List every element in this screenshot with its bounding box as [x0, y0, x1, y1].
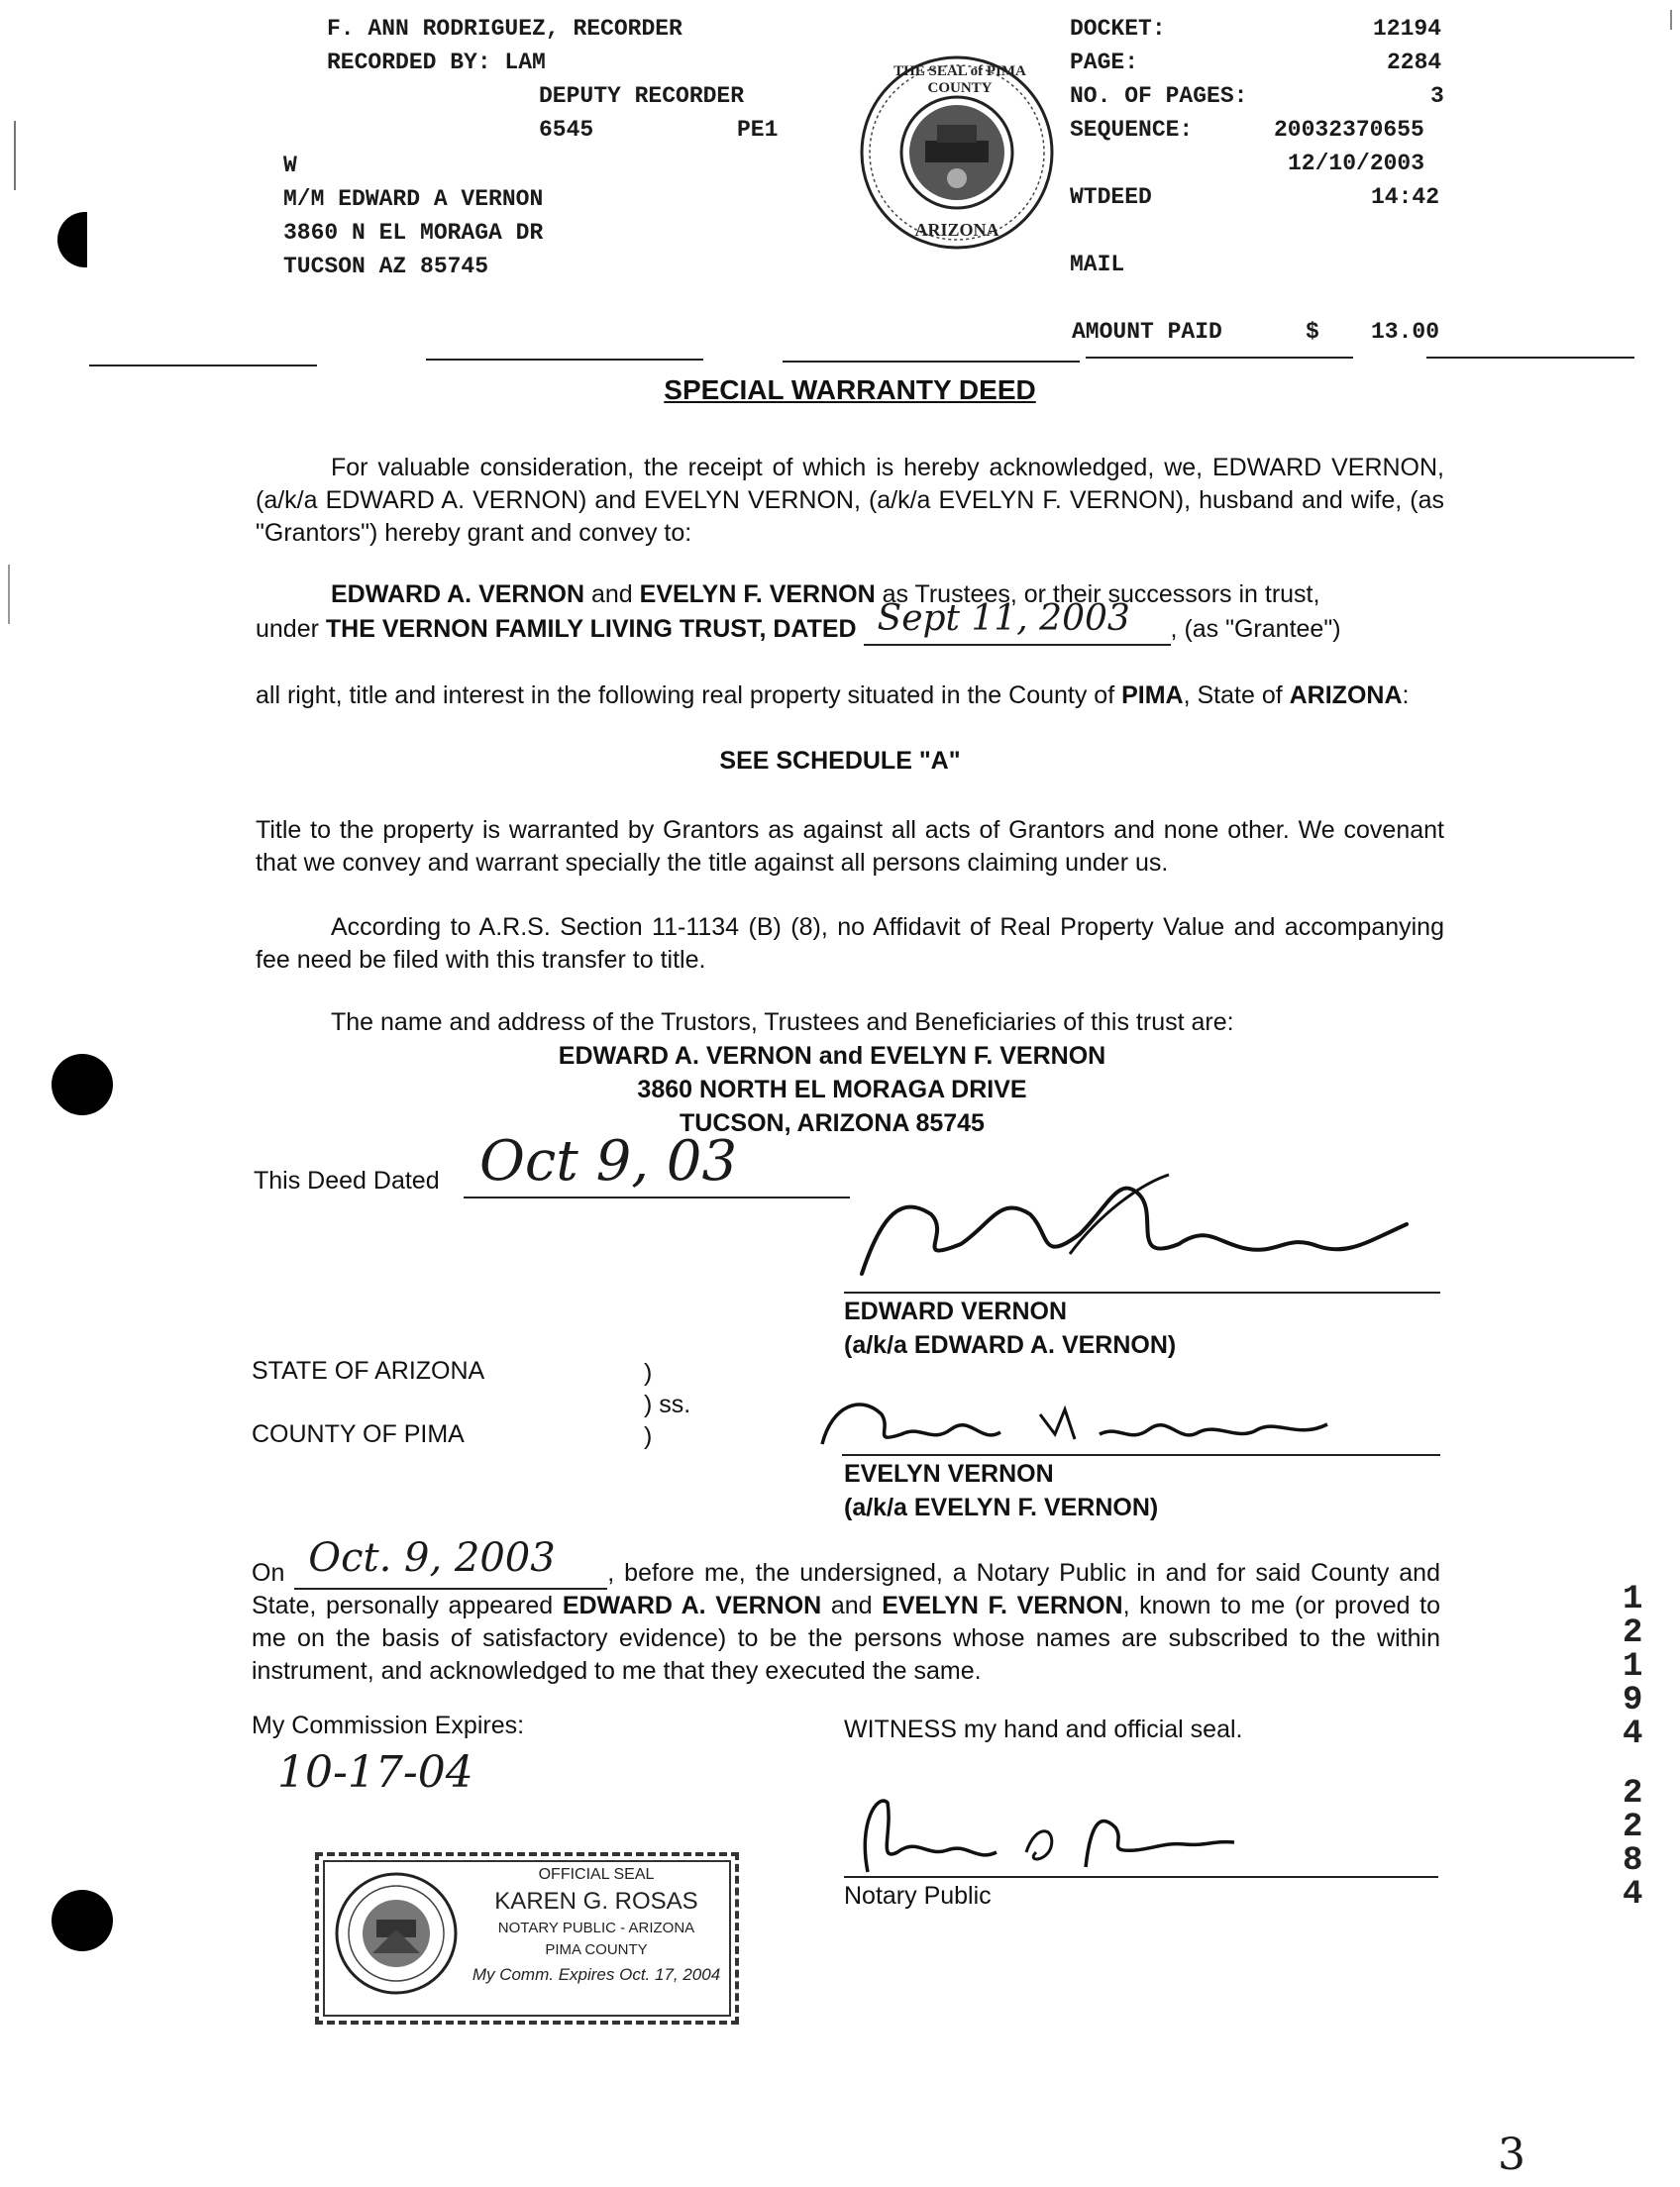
under-label: under: [256, 615, 326, 643]
amount-value: 13.00: [1371, 319, 1440, 345]
pages-value: 3: [1430, 83, 1444, 109]
margin-digit: 4: [1623, 1876, 1643, 1914]
recorder-name: F. ANN RODRIGUEZ, RECORDER: [327, 16, 682, 42]
deed-dated-label: This Deed Dated: [254, 1167, 440, 1195]
margin-digit: 2: [1623, 1775, 1643, 1813]
property-text: all right, title and interest in the following real property situated in the County of: [256, 681, 1122, 709]
notary-line: [844, 1876, 1438, 1878]
grantor-1-aka: (a/k/a EDWARD A. VERNON): [844, 1331, 1177, 1359]
warranty-paragraph: Title to the property is warranted by Grantors as against all acts of Grantors and none other. We covenant that we convey and warrant specially the title against all persons claiming under us.: [256, 816, 1444, 877]
ack-name-a: EDWARD A. VERNON: [562, 1592, 822, 1619]
deed-type: WTDEED: [1070, 184, 1152, 210]
punch-hole: [52, 1054, 113, 1115]
grantor-2-name: EVELYN VERNON: [844, 1460, 1054, 1488]
ack-date-field: [294, 1535, 607, 1590]
trustees-names: EDWARD A. VERNON and EVELYN F. VERNON: [558, 1042, 1106, 1070]
deed-title: SPECIAL WARRANTY DEED: [664, 374, 1036, 405]
state-name: ARIZONA: [1289, 681, 1403, 709]
ack-text-2: , known to me (or proved to me on the basis of satisfactory evidence) to be the persons whose names are subscribed to the within instrument, and acknowledged to me that they executed the same.: [252, 1592, 1441, 1685]
recorded-by: RECORDED BY: LAM: [327, 50, 546, 75]
margin-digit: 8: [1623, 1842, 1643, 1880]
schedule-a: SEE SCHEDULE "A": [719, 747, 961, 775]
state-seal-icon: [333, 1870, 460, 1997]
seal-line-1: OFFICIAL SEAL: [538, 1866, 655, 1883]
recorder-code-2: PE1: [737, 117, 779, 143]
grant-paragraph: For valuable consideration, the receipt of which is hereby acknowledged, we, EDWARD VERNON, (a/k/a EDWARD A. VERNON) and EVELYN VERNON, (a/k/a EVELYN F. VERNON), husband and wife, (as "Grantors") hereby grant and convey to:: [256, 454, 1444, 547]
witness-statement: WITNESS my hand and official seal.: [844, 1716, 1243, 1743]
affidavit-paragraph: According to A.R.S. Section 11-1134 (B) (8), no Affidavit of Real Property Value and accompanying fee need be filed with this transfer to title.: [256, 913, 1444, 974]
grantor-2-aka: (a/k/a EVELYN F. VERNON): [844, 1494, 1159, 1521]
trust-date-field: [864, 598, 1171, 646]
colon: :: [1402, 681, 1410, 709]
margin-digit: 1: [1623, 1581, 1643, 1618]
docket-value: 12194: [1373, 16, 1442, 42]
margin-digit: 2: [1623, 1809, 1643, 1846]
grantor-signature-2: [802, 1385, 1357, 1464]
grantor-1-line: [844, 1292, 1440, 1294]
trust-address-2: TUCSON, ARIZONA 85745: [680, 1109, 985, 1137]
notary-official-seal: [315, 1852, 739, 2025]
margin-digit: 4: [1623, 1716, 1643, 1753]
county-name: PIMA: [1121, 681, 1184, 709]
ack-text-1: , before me, the undersigned, a Notary Public in and for said County and State, personally appeared: [252, 1559, 1440, 1619]
venue-ss: ) ss.: [644, 1391, 691, 1418]
page-number: 3: [1498, 2130, 1525, 2180]
record-time: 14:42: [1371, 184, 1440, 210]
venue-state: STATE OF ARIZONA: [252, 1357, 485, 1385]
left-edge-mark-2: [8, 565, 10, 624]
notary-signature: [838, 1783, 1254, 1882]
grantor-2-line: [842, 1454, 1440, 1456]
margin-digit: 2: [1623, 1614, 1643, 1652]
grantee-name-b: EVELYN F. VERNON: [639, 580, 876, 608]
deed-dated-handwritten: Oct 9, 03: [479, 1129, 738, 1194]
deed-dated-line: [464, 1197, 850, 1198]
trust-name: THE VERNON FAMILY LIVING TRUST, DATED: [325, 615, 857, 643]
pages-label: NO. OF PAGES:: [1070, 83, 1248, 109]
venue-paren-3: ): [644, 1422, 653, 1450]
mail-label: MAIL: [1070, 252, 1125, 277]
seal-line-4: PIMA COUNTY: [545, 1941, 648, 1958]
record-date: 12/10/2003: [1288, 151, 1425, 176]
sequence-value: 20032370655: [1274, 117, 1424, 143]
seal-line-2: KAREN G. ROSAS: [494, 1888, 698, 1915]
grantee-paragraph: [256, 578, 1444, 646]
header-rule: [426, 359, 703, 361]
venue-paren-1: ): [644, 1359, 653, 1387]
margin-digit: 9: [1623, 1682, 1643, 1719]
grantor-1-name: EDWARD VERNON: [844, 1298, 1068, 1325]
page-value: 2284: [1387, 50, 1442, 75]
commission-handwritten: 10-17-04: [277, 1747, 473, 1798]
seal-line-3: NOTARY PUBLIC - ARIZONA: [497, 1920, 695, 1936]
amount-currency: $: [1306, 319, 1319, 345]
header-rule: [89, 364, 317, 366]
state-of: , State of: [1183, 681, 1290, 709]
seal-line-5: My Comm. Expires Oct. 17, 2004: [472, 1965, 721, 1984]
right-edge-mark: [1670, 10, 1672, 30]
left-tab-mark: [57, 212, 87, 267]
trustors-intro: The name and address of the Trustors, Trustees and Beneficiaries of this trust are:: [331, 1008, 1234, 1036]
venue-county: COUNTY OF PIMA: [252, 1420, 465, 1448]
ack-name-b: EVELYN F. VERNON: [882, 1592, 1123, 1619]
mail-city: TUCSON AZ 85745: [283, 254, 489, 279]
property-paragraph: [256, 679, 1444, 712]
grantor-signature-1: [842, 1155, 1436, 1294]
deputy-recorder: DEPUTY RECORDER: [539, 83, 745, 109]
county-seal-top-text: THE SEAL of PIMA COUNTY: [893, 63, 1026, 96]
punch-hole: [52, 1890, 113, 1951]
grantee-designation: , (as "Grantee"): [1170, 615, 1341, 643]
recorder-code-1: 6545: [539, 117, 594, 143]
acknowledgment-paragraph: [252, 1535, 1441, 1688]
trust-date-handwritten: Sept 11, 2003: [877, 598, 1130, 639]
docket-label: DOCKET:: [1070, 16, 1166, 42]
grantee-and: and: [584, 580, 640, 608]
county-seal-bottom-text: ARIZONA: [914, 220, 999, 240]
notary-public-label: Notary Public: [844, 1882, 992, 1910]
margin-digit: 1: [1623, 1648, 1643, 1686]
header-rule: [1086, 357, 1353, 359]
grantee-trustees: as Trustees, or their successors in trust,: [875, 580, 1320, 608]
mail-addressee: M/M EDWARD A VERNON: [283, 186, 544, 212]
trust-address-1: 3860 NORTH EL MORAGA DRIVE: [637, 1076, 1027, 1103]
left-edge-mark: [14, 121, 16, 190]
on-label: On: [252, 1559, 285, 1587]
sequence-label: SEQUENCE:: [1070, 117, 1194, 143]
ack-and: and: [821, 1592, 883, 1619]
commission-label: My Commission Expires:: [252, 1712, 525, 1739]
grantee-name-a: EDWARD A. VERNON: [331, 580, 585, 608]
page-label: PAGE:: [1070, 50, 1139, 75]
mail-street: 3860 N EL MORAGA DR: [283, 220, 544, 246]
header-rule: [1426, 357, 1634, 359]
ack-date-handwritten: Oct. 9, 2003: [308, 1535, 556, 1581]
header-rule: [783, 361, 1080, 363]
county-seal: [858, 53, 1056, 252]
amount-label: AMOUNT PAID: [1072, 319, 1222, 345]
w-marker: W: [283, 153, 297, 178]
